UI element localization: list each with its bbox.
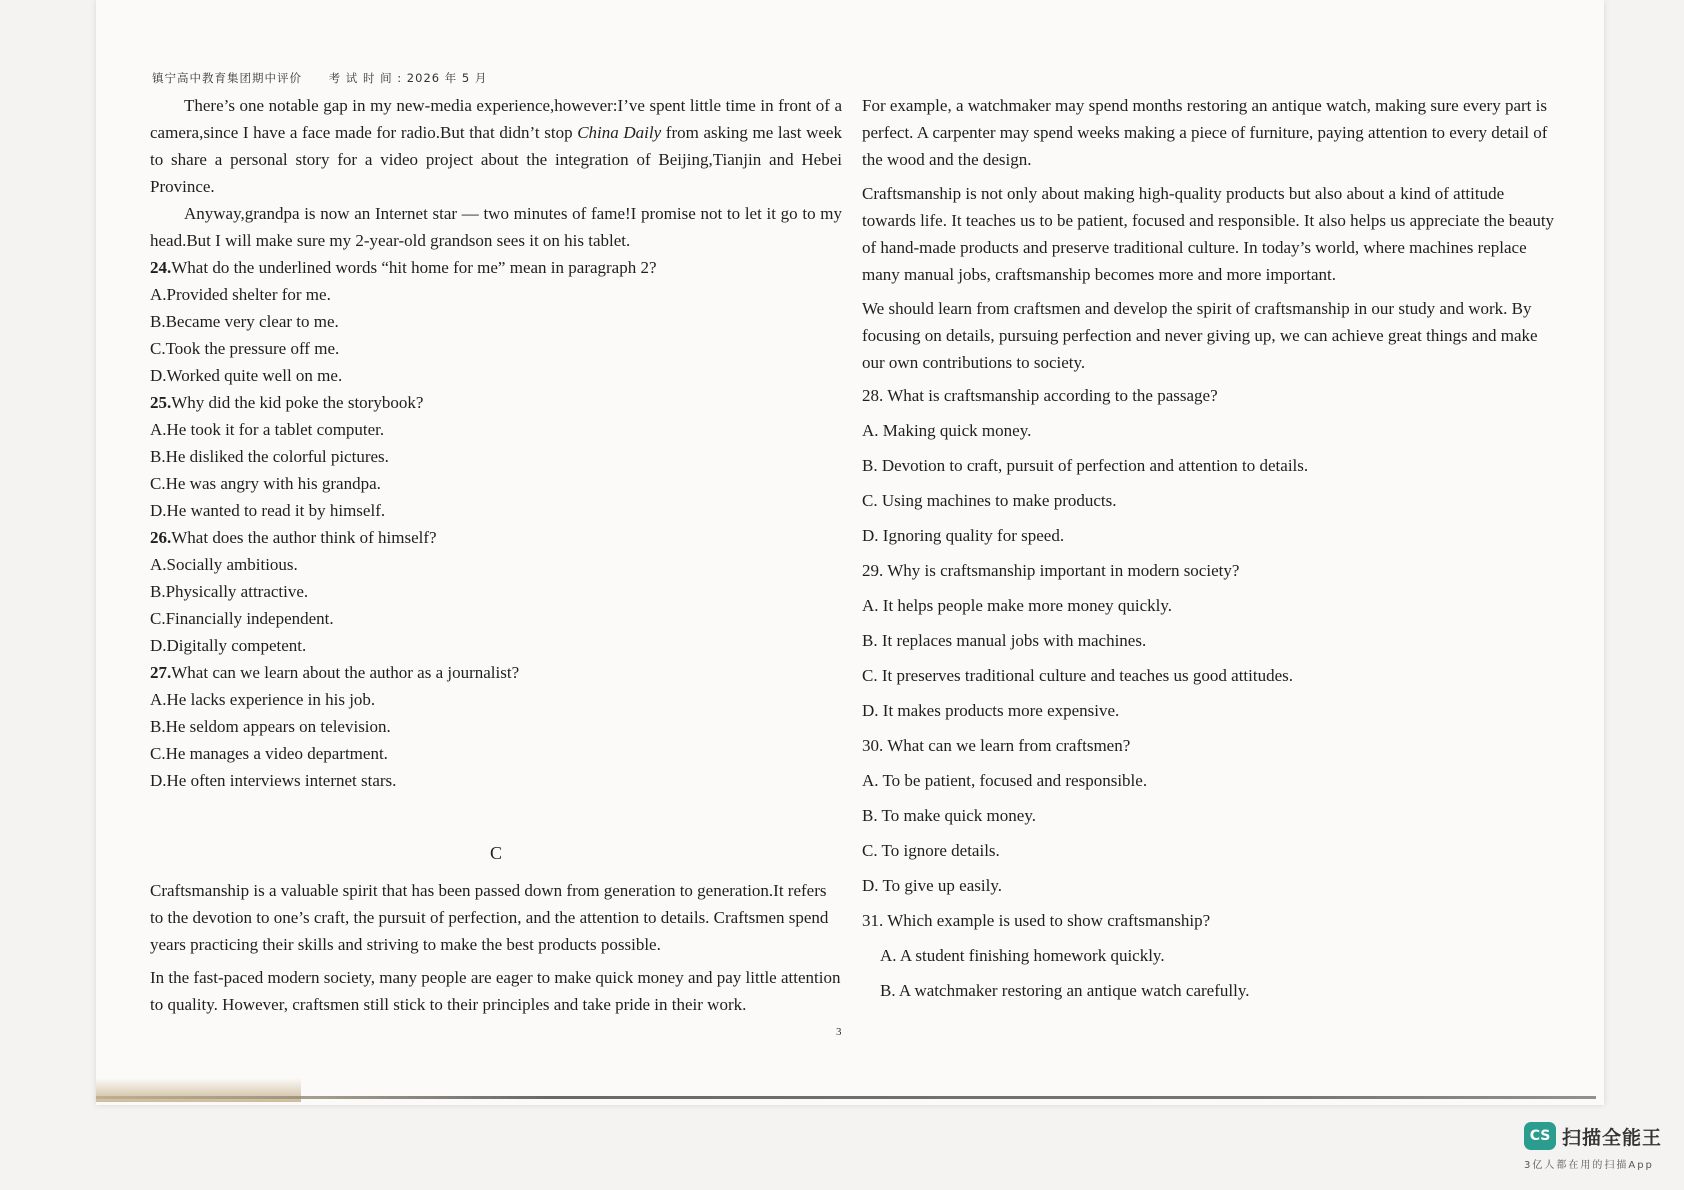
option: C.Took the pressure off me. [150, 339, 340, 358]
question-30-stem: 30. What can we learn from craftsmen? [862, 736, 1131, 755]
option: A. Making quick money. [862, 421, 1032, 440]
option: B.He seldom appears on television. [150, 717, 391, 736]
camscanner-logo-icon: CS [1524, 1122, 1556, 1150]
question-24 [150, 254, 842, 389]
option: D. It makes products more expensive. [862, 701, 1120, 720]
option: B.He disliked the colorful pictures. [150, 447, 389, 466]
option: A. A student finishing homework quickly. [880, 946, 1165, 965]
option: A.He took it for a tablet computer. [150, 420, 385, 439]
passage-b-paragraph [150, 92, 842, 200]
option: D.Worked quite well on me. [150, 366, 343, 385]
question-number: 24. [150, 258, 172, 277]
question-stem [150, 524, 842, 551]
question-26 [150, 524, 842, 659]
option: B. It replaces manual jobs with machines. [862, 631, 1147, 650]
option: B.Became very clear to me. [150, 312, 339, 331]
option: A. It helps people make more money quickly. [862, 596, 1173, 615]
passage-c-paragraph: In the fast-paced modern society, many people are eager to make quick money and pay little attention to quality. However, craftsmen still stick to their principles and take pride in their work. [150, 968, 841, 1014]
option: D.Digitally competent. [150, 636, 307, 655]
page-number: 3 [836, 1026, 842, 1038]
option: A.Socially ambitious. [150, 555, 298, 574]
question-stem [150, 389, 842, 416]
option: D.He wanted to read it by himself. [150, 501, 386, 520]
option: B. To make quick money. [862, 806, 1036, 825]
section-c-title: C [489, 843, 502, 863]
school-name: 镇宁高中教育集团期中评价 [152, 71, 302, 85]
option: B. A watchmaker restoring an antique watch carefully. [880, 981, 1250, 1000]
question-number: 26. [150, 528, 172, 547]
passage-c-paragraph: For example, a watchmaker may spend months restoring an antique watch, making sure every part is perfect. A carpenter may spend weeks making a piece of furniture, paying attention to every detail of the wood and the design. [862, 96, 1548, 169]
newspaper-name: China Daily [577, 123, 662, 142]
option: A.Provided shelter for me. [150, 285, 331, 304]
option: D.He often interviews internet stars. [150, 771, 397, 790]
option: C.He manages a video department. [150, 744, 388, 763]
paragraph-text: There’s one notable gap in my new-media experience,however:I’ve spent little time in front of a camera,since I have a face made for radio.But that didn’t stop [150, 96, 842, 142]
question-stem [150, 254, 842, 281]
stem-text: What does the author think of himself? [171, 528, 437, 547]
option: C.Financially independent. [150, 609, 334, 628]
question-31-stem: 31. Which example is used to show craftsmanship? [862, 911, 1211, 930]
paragraph-text: from asking me last week to share a personal story for a video project about the integration of Beijing,Tianjin and Hebei Province. [150, 123, 842, 196]
option: B. Devotion to craft, pursuit of perfection and attention to details. [862, 456, 1309, 475]
watermark-tagline: 3亿人都在用的扫描App [1524, 1160, 1654, 1171]
option: D. Ignoring quality for speed. [862, 526, 1065, 545]
option: B.Physically attractive. [150, 582, 309, 601]
passage-b-paragraph [150, 200, 842, 254]
watermark-row [1524, 1122, 1662, 1150]
exam-time: 考 试 时 间 : 2026 年 5 月 [328, 71, 488, 85]
right-column [862, 92, 1562, 1013]
option: C. It preserves traditional culture and teaches us good attitudes. [862, 666, 1294, 685]
question-number: 27. [150, 663, 172, 682]
passage-c-paragraph: We should learn from craftsmen and develop the spirit of craftsmanship in our study and work. By focusing on details, pursuing perfection and never giving up, we can achieve great things and make our own contributions to society. [862, 299, 1538, 372]
option: A. To be patient, focused and responsible. [862, 771, 1148, 790]
option: C.He was angry with his grandpa. [150, 474, 381, 493]
left-column [150, 92, 842, 1024]
question-number: 25. [150, 393, 172, 412]
paragraph-text: Anyway,grandpa is now an Internet star — two minutes of fame!I promise not to let it go to my head.But I will make sure my 2-year-old grandson sees it on his tablet. [150, 204, 842, 250]
option: D. To give up easily. [862, 876, 1002, 895]
stem-text: What do the underlined words “hit home for me” mean in paragraph 2? [171, 258, 657, 277]
stem-text: What can we learn about the author as a journalist? [171, 663, 520, 682]
question-29-stem: 29. Why is craftsmanship important in modern society? [862, 561, 1240, 580]
passage-c-paragraph: Craftsmanship is not only about making high-quality products but also about a kind of attitude towards life. It teaches us to be patient, focused and responsible. It also helps us appreciate the beauty of hand-made products and preserve traditional culture. In today’s world, where machines replace many manual jobs, craftsmanship becomes more and more important. [862, 184, 1555, 284]
question-28-stem: 28. What is craftsmanship according to the passage? [862, 386, 1218, 405]
question-stem [150, 659, 842, 686]
question-27 [150, 659, 842, 794]
option: A.He lacks experience in his job. [150, 690, 376, 709]
page-bottom-edge [96, 1096, 1596, 1099]
option: C. Using machines to make products. [862, 491, 1117, 510]
watermark-app-name: 扫描全能王 [1562, 1126, 1663, 1149]
question-25 [150, 389, 842, 524]
passage-c-paragraph: Craftsmanship is a valuable spirit that has been passed down from generation to generation.It refers to the devotion to one’s craft, the pursuit of perfection, and the attention to details. Craftsmen spend years practicing their skills and striving to make the best products possible. [150, 881, 829, 954]
scanner-watermark [1524, 1122, 1662, 1171]
exam-header [152, 70, 487, 86]
option: C. To ignore details. [862, 841, 1000, 860]
stem-text: Why did the kid poke the storybook? [171, 393, 424, 412]
